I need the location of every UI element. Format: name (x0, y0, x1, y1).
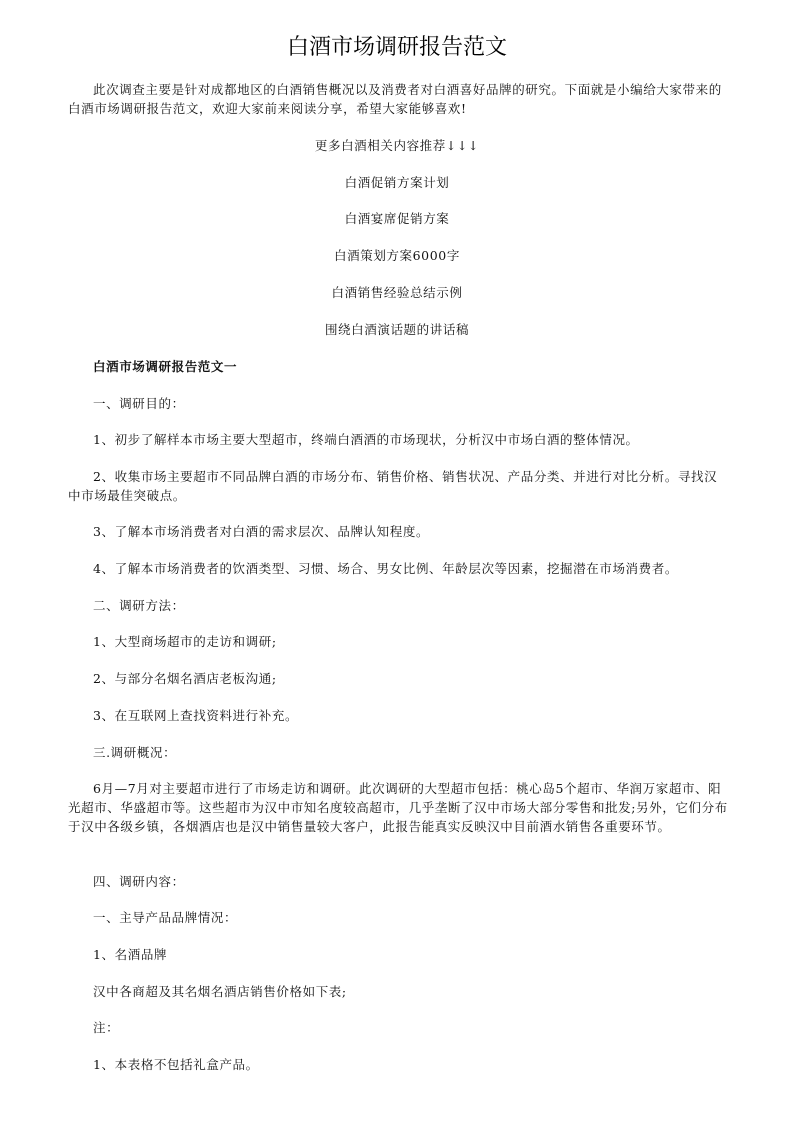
related-link-2[interactable]: 白酒宴席促销方案 (344, 211, 450, 226)
related-link-5[interactable]: 围绕白酒演话题的讲话稿 (324, 322, 470, 337)
paragraph: 1、大型商场超市的走访和调研; (93, 634, 277, 649)
paragraph: 一、主导产品品牌情况： (93, 910, 238, 925)
paragraph: 三.调研概况： (93, 745, 177, 760)
related-link-3[interactable]: 白酒策划方案6000字 (334, 248, 460, 263)
paragraph: 6月—7月对主要超市进行了市场走访和调研。此次调研的大型超市包括：桃心岛5个超市、华润万家超市、阳光超市、华盛超市等。这些超市为汉中市知名度较高超市，几乎垄断了汉中市场大部分零售和批发;另外，它们分布于汉中各级乡镇，各烟酒店也是汉中销售量较大客户，此报告能真实反映汉中目前酒水销售各重要环节。 (68, 781, 728, 834)
paragraph: 4、了解本市场消费者的饮酒类型、习惯、场合、男女比例、年龄层次等因素，挖掘潜在市场消费者。 (93, 561, 678, 576)
paragraph: 1、名酒品牌 (93, 947, 168, 962)
paragraph: 二、调研方法： (93, 598, 185, 613)
paragraph: 汉中各商超及其名烟名酒店销售价格如下表; (93, 984, 347, 999)
paragraph: 一、调研目的： (93, 396, 185, 411)
paragraph: 注： (93, 1020, 120, 1035)
paragraph: 3、在互联网上查找资料进行补充。 (93, 708, 299, 723)
paragraph: 四、调研内容： (93, 874, 185, 889)
page-title: 白酒市场调研报告范文 (286, 35, 507, 60)
related-link-4[interactable]: 白酒销售经验总结示例 (331, 285, 463, 300)
section-title: 白酒市场调研报告范文一 (93, 359, 238, 374)
related-header: 更多白酒相关内容推荐↓↓↓ (314, 138, 480, 153)
paragraph: 2、收集市场主要超市不同品牌白酒的市场分布、销售价格、销售状况、产品分类、并进行对比分析。寻找汉中市场最佳突破点。 (68, 469, 718, 503)
related-link-1[interactable]: 白酒促销方案计划 (344, 175, 450, 190)
paragraph: 1、本表格不包括礼盒产品。 (93, 1057, 259, 1072)
paragraph: 1、初步了解样本市场主要大型超市，终端白酒酒的市场现状，分析汉中市场白酒的整体情况。 (93, 432, 639, 447)
paragraph: 2、与部分名烟名酒店老板沟通; (93, 671, 277, 686)
intro-paragraph: 此次调查主要是针对成都地区的白酒销售概况以及消费者对白酒喜好品牌的研究。下面就是小编给大家带来的白酒市场调研报告范文，欢迎大家前来阅读分享，希望大家能够喜欢! (68, 82, 722, 116)
paragraph: 3、了解本市场消费者对白酒的需求层次、品牌认知程度。 (93, 524, 430, 539)
